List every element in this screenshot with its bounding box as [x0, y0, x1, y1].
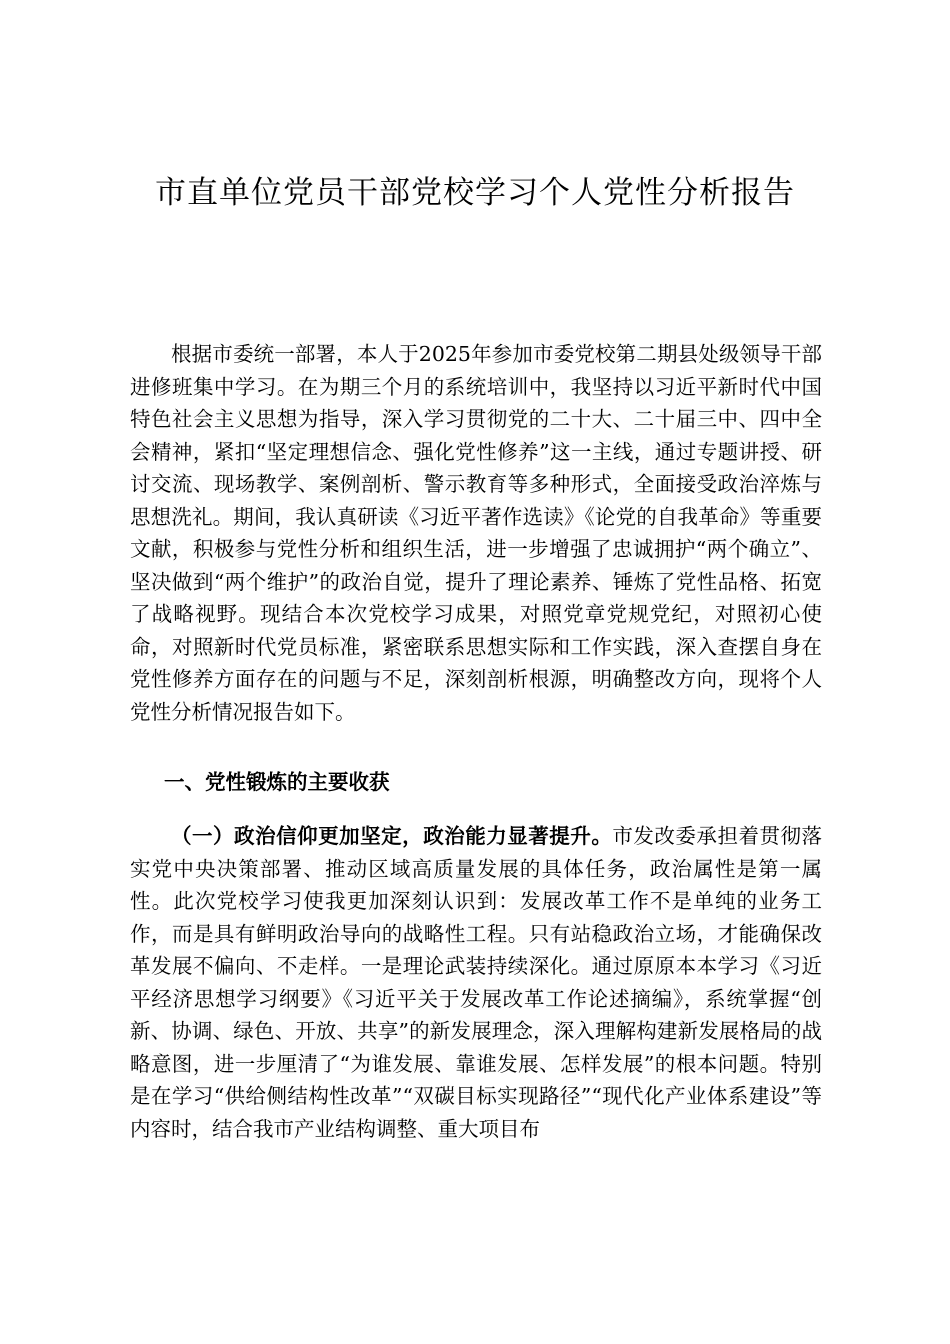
subsection-paragraph: [130, 820, 822, 1145]
subsection-lead: （一）政治信仰更加坚定，政治能力显著提升。: [171, 824, 613, 848]
intro-paragraph: 根据市委统一部署，本人于2025年参加市委党校第二期县处级领导干部进修班集中学习。在为期三个月的系统培训中，我坚持以习近平新时代中国特色社会主义思想为指导，深入学习贯彻党的二十大、二十届三中、四中全会精神，紧扣“坚定理想信念、强化党性修养”这一主线，通过专题讲授、研讨交流、现场教学、案例剖析、警示教育等多种形式，全面接受政治淬炼与思想洗礼。期间，我认真研读《习近平著作选读》《论党的自我革命》等重要文献，积极参与党性分析和组织生活，进一步增强了忠诚拥护“两个确立”、坚决做到“两个维护”的政治自觉，提升了理论素养、锤炼了党性品格、拓宽了战略视野。现结合本次党校学习成果，对照党章党规党纪，对照初心使命，对照新时代党员标准，紧密联系思想实际和工作实践，深入查摆自身在党性修养方面存在的问题与不足，深刻剖析根源，明确整改方向，现将个人党性分析情况报告如下。: [130, 342, 822, 724]
document-title: 市直单位党员干部党校学习个人党性分析报告: [155, 175, 795, 211]
subsection-body: 市发改委承担着贯彻落实党中央决策部署、推动区域高质量发展的具体任务，政治属性是第一属性。此次党校学习使我更加深刻认识到：发展改革工作不是单纯的业务工作，而是具有鲜明政治导向的战略性工程。只有站稳政治立场，才能确保改革发展不偏向、不走样。一是理论武装持续深化。通过原原本本学习《习近平经济思想学习纲要》《习近平关于发展改革工作论述摘编》，系统掌握“创新、协调、绿色、开放、共享”的新发展理念，深入理解构建新发展格局的战略意图，进一步厘清了“为谁发展、靠谁发展、怎样发展”的根本问题。特别是在学习“供给侧结构性改革”“双碳目标实现路径”“现代化产业体系建设”等内容时，结合我市产业结构调整、重大项目布: [130, 824, 823, 1141]
section-heading: 一、党性锻炼的主要收获: [164, 770, 390, 794]
